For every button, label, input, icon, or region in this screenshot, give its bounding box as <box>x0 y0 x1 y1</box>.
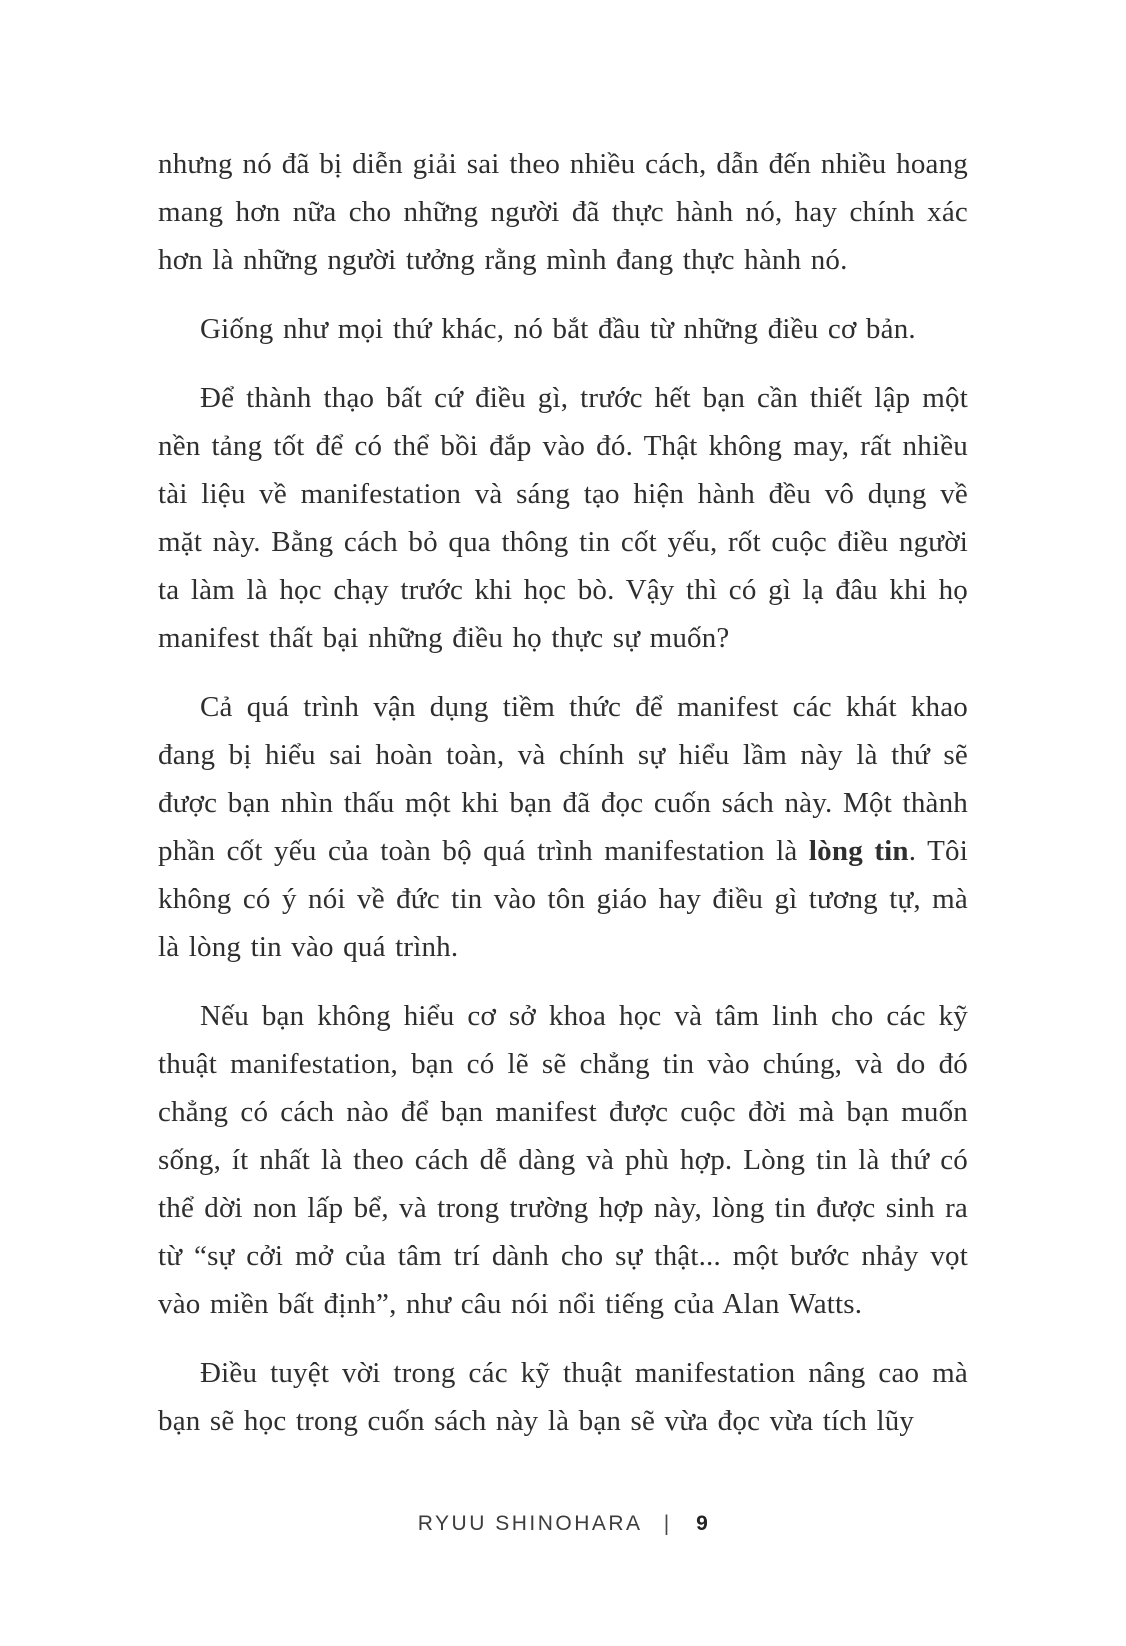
text-segment: Giống như mọi thứ khác, nó bắt đầu từ những điều cơ bản. <box>200 313 916 345</box>
paragraph <box>158 992 968 1328</box>
text-segment: Điều tuyệt vời trong các kỹ thuật manifestation nâng cao mà bạn sẽ học trong cuốn sách này là bạn sẽ vừa đọc vừa tích lũy <box>158 1357 968 1437</box>
text-segment: Cả quá trình vận dụng tiềm thức để manifest các khát khao đang bị hiểu sai hoàn toàn, và chính sự hiểu lầm này là thứ sẽ được bạn nhìn thấu một khi bạn đã đọc cuốn sách này. Một thành phần cốt yếu của toàn bộ quá trình manifestation là <box>158 691 968 867</box>
paragraph <box>158 140 968 284</box>
text-segment: . Tôi không có ý nói về đức tin vào tôn giáo hay điều gì tương tự, mà là lòng tin vào quá trình. <box>158 835 968 963</box>
paragraph <box>158 683 968 971</box>
paragraph <box>158 374 968 662</box>
text-segment: Nếu bạn không hiểu cơ sở khoa học và tâm linh cho các kỹ thuật manifestation, bạn có lẽ sẽ chẳng tin vào chúng, và do đó chẳng có cách nào để bạn manifest được cuộc đời mà bạn muốn sống, ít nhất là theo cách dễ dàng và phù hợp. Lòng tin là thứ có thể dời non lấp bể, và trong trường hợp này, lòng tin được sinh ra từ “sự cởi mở của tâm trí dành cho sự thật... một bước nhảy vọt vào miền bất định”, như câu nói nổi tiếng của Alan Watts. <box>158 1000 968 1320</box>
text-segment: Để thành thạo bất cứ điều gì, trước hết bạn cần thiết lập một nền tảng tốt để có thể bồi đắp vào đó. Thật không may, rất nhiều tài liệu về manifestation và sáng tạo hiện hành đều vô dụng về mặt này. Bằng cách bỏ qua thông tin cốt yếu, rốt cuộc điều người ta làm là học chạy trước khi học bò. Vậy thì có gì lạ đâu khi họ manifest thất bại những điều họ thực sự muốn? <box>158 382 968 654</box>
page-text <box>158 140 968 1466</box>
paragraph <box>158 305 968 353</box>
text-segment: nhưng nó đã bị diễn giải sai theo nhiều cách, dẫn đến nhiều hoang mang hơn nữa cho những người đã thực hành nó, hay chính xác hơn là những người tưởng rằng mình đang thực hành nó. <box>158 148 968 276</box>
bold-emphasis: lòng tin <box>808 835 909 867</box>
page-footer <box>0 1512 1126 1536</box>
footer-author: RYUU SHINOHARA <box>417 1512 642 1535</box>
footer-page-number: 9 <box>696 1512 709 1535</box>
footer-separator: | <box>663 1511 672 1536</box>
paragraph <box>158 1349 968 1445</box>
